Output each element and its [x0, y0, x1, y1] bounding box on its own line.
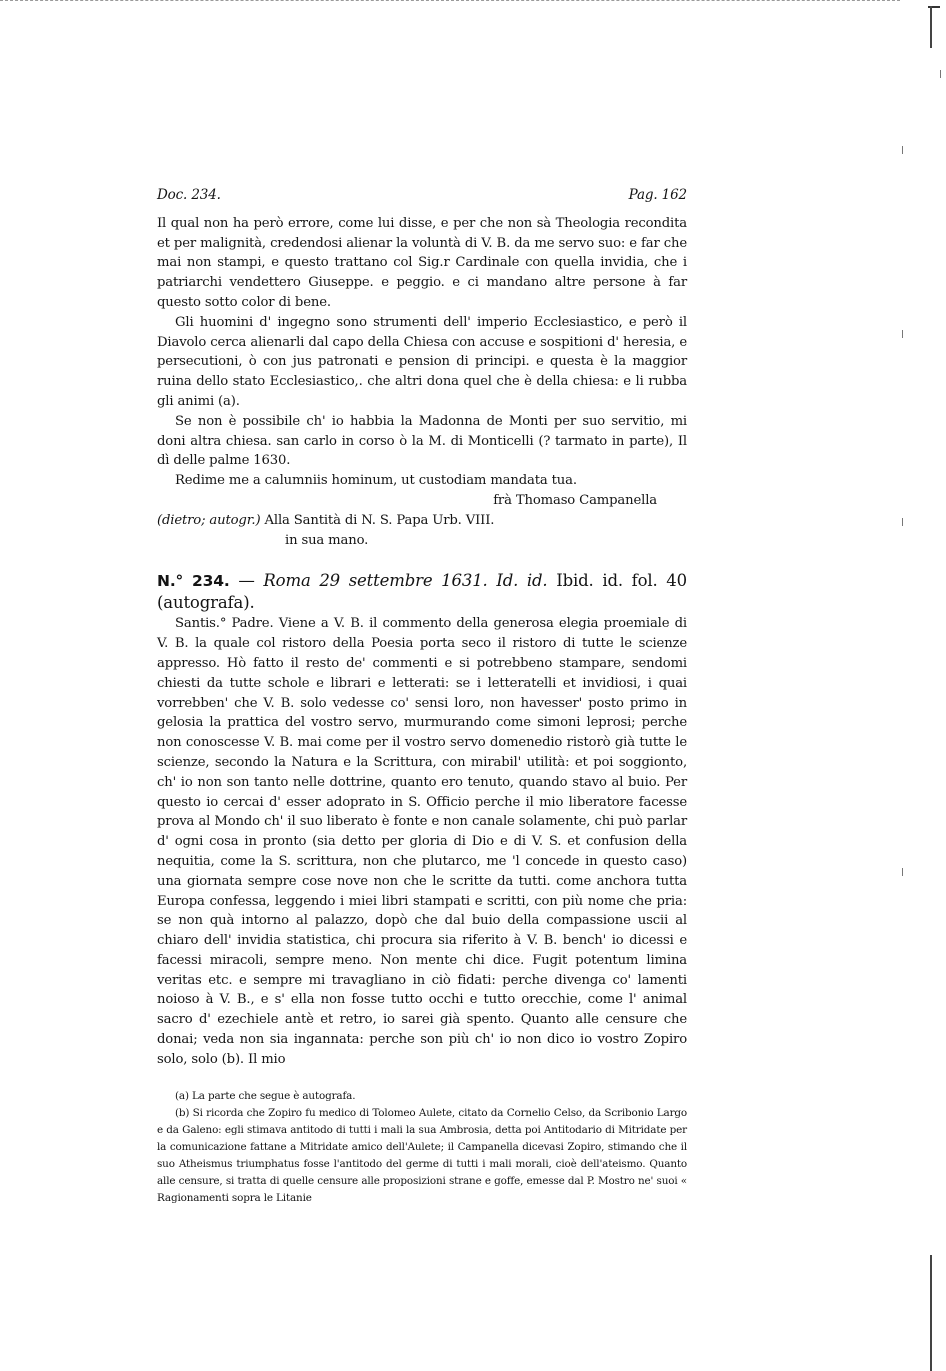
letter-paragraph: Il qual non ha però errore, come lui disse, e per che non sà Theologia recondita et per malignità, credendosi alienar la voluntà di V. B. da me servo suo: e far che mai non stampi, e questo trattano col Sig.r Cardinale con quella invidia, che i patriarchi vendettero Giuseppe. e peggio. e ci mandano altre persone à far questo sotto color di bene. — [157, 215, 687, 310]
address — [157, 511, 687, 531]
margin-mark — [940, 70, 941, 78]
page-number: Pag. 162 — [628, 187, 687, 203]
document-body: Santis.° Padre. Viene a V. B. il commento della generosa elegia proemiale di V. B. la quale col ristoro della Poesia porta seco il ristoro di tutte le scienze appresso. Hò fatto il resto de' commenti e si potrebbeno stampare, sendomi chiesti da tutte schole e librari e letterati: se i letteratelli et invidiosi, i quai vorrebben' che V. B. solo vedesse co' sensi loro, non havesser' posto primo in gelosia la prattica del vostro servo, murmurando come simoni leprosi; perche non conoscesse V. B. mai come per il vostro servo domenedio ristorò già tutte le scienze, secondo la Natura e la Scrittura, con mirabil' utilità: et poi soggionto, ch' io non son tanto nelle dottrine, quanto ero tenuto, quando stavo al buio. Per questo io cercai d' esser adoprato in S. Officio perche il mio liberatore facesse prova al Mondo ch' il suo liberato è fonte e non canale solamente, chi può parlar d' ogni cosa in pronto (sia detto per gloria di Dio e di V. S. et confusion della nequitia, come la S. scrittura, non che plutarco, me 'l concede in questo caso) una giornata sempre cose nove non che le scritte da tutti. come anchora tutta Europa confessa, leggendo i miei libri stampati e scritti, con più nome che pria: se non quà intorno al palazzo, dopò che dal buio della compassione uscii al chiaro dell' invidia statistica, chi procura sia riferito à V. B. bench' io dicessi e facessi miracoli, sempre meno. Non mente chi dice. Fugit potentum limina veritas etc. e sempre mi travagliano in ciò fidati: perche divenga co' lamenti noioso à V. B., e s' ella non fosse tutto occhi e tutto orecchie, come l' animal sacro d' ezechiele antè et retro, io sarei già spento. Quanto alle censure che donai; veda non sia ingannata: perche son più ch' io non dico io vostro Zopiro solo, solo (b). Il mio — [157, 616, 687, 1067]
letter-paragraph: Se non è possibile ch' io habbia la Madonna de Monti per suo servitio, mi doni altra chiesa. san carlo in corso ò la M. di Monticelli (? tarmato in parte), Il dì delle palme 1630. — [157, 413, 687, 469]
address-note: (dietro; autogr.) — [157, 512, 261, 528]
page-right-edge-bottom — [930, 1255, 932, 1371]
letter-closing-verse: Redime me a calumniis hominum, ut custodiam mandata tua. — [175, 473, 577, 489]
page-content — [157, 186, 687, 1207]
letter-paragraph: Gli huomini d' ingegno sono strumenti dell' imperio Ecclesiastico, e però il Diavolo cerca alienarli dal capo della Chiesa con accuse e sospitioni d' heresia, e persecutioni, ò con jus patronati e pension di principi. e questa è la maggior ruina dello stato Ecclesiastico,. che altri dona quel che è della chiesa: e li rubba gli animi (a). — [157, 314, 687, 409]
address-line: Alla Santità di N. S. Papa Urb. VIII. — [264, 512, 495, 528]
margin-mark — [902, 868, 903, 876]
document-source: Ibid. id. fol. 40 (autografa). — [157, 571, 687, 613]
signature: frà Thomaso Campanella — [493, 492, 657, 508]
address-line-2: in sua mano. — [285, 532, 369, 548]
margin-mark — [902, 330, 903, 338]
running-head — [157, 186, 687, 206]
heading-dash: — — [229, 571, 264, 591]
document-heading — [157, 570, 687, 614]
footnote-b: (b) Si ricorda che Zopiro fu medico di Tolomeo Aulete, citato da Cornelio Celso, da Scribonio Largo e da Galeno: egli stimava antitodo di tutti i mali la sua Ambrosia, detta poi Antitodario di Mitridate per la comunicazione fattane a Mitridate amico dell'Aulete; il Campanella dicevasi Zopiro, stimando che il suo Atheismus triumphatus fosse l'antitodo del germe di tutti i mali morali, cioè dell'ateismo. Quanto alle censure, si tratta di quelle censure alle proposizioni strane e goffe, emesse dal P. Mostro ne' suoi « Ragionamenti sopra le Litanie — [157, 1106, 687, 1204]
footnote-a: (a) La parte che segue è autografa. — [175, 1089, 356, 1102]
document-date: Roma 29 settembre 1631. Id. id. — [263, 571, 548, 591]
margin-mark — [902, 518, 903, 526]
document-number: N.° 234. — [157, 572, 230, 591]
page-right-edge — [930, 6, 932, 48]
doc-label: Doc. 234. — [157, 187, 221, 203]
margin-mark — [902, 146, 903, 154]
page-top-edge — [0, 0, 900, 1]
footnotes — [157, 1088, 687, 1207]
